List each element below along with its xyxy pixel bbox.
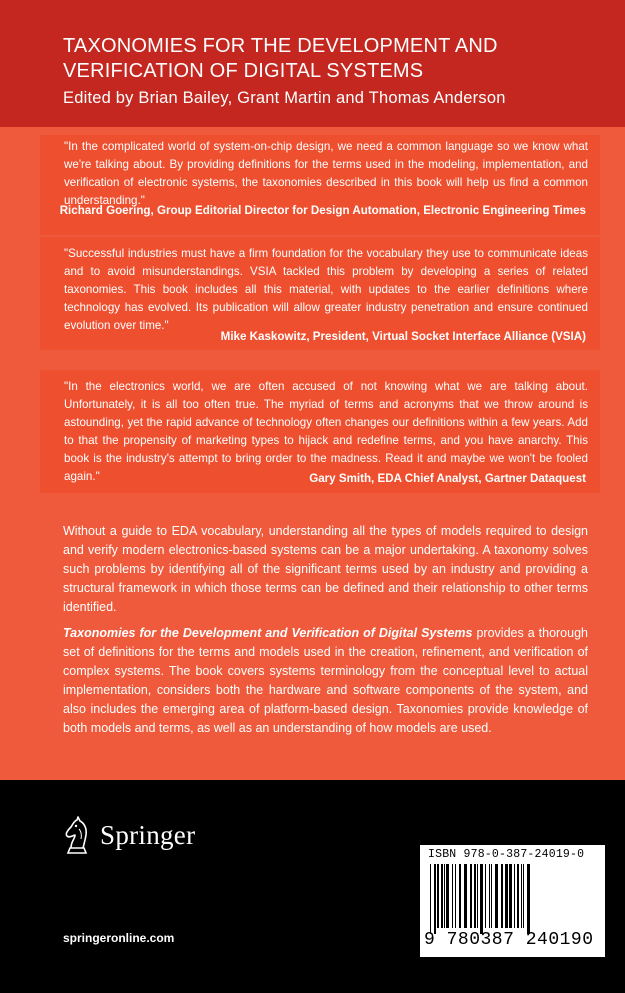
editors-line: Edited by Brian Bailey, Grant Martin and Thomas Anderson [63, 89, 506, 107]
endorsement-box-3 [40, 370, 600, 493]
barcode-bar [485, 864, 486, 928]
barcode-bar [434, 864, 436, 934]
description-book-title: Taxonomies for the Development and Verification of Digital Systems [63, 626, 473, 640]
barcode-bar [505, 864, 508, 928]
barcode-bar [527, 864, 530, 934]
barcode-bar [514, 864, 515, 928]
barcode-bar [509, 864, 512, 928]
barcode-bar [470, 864, 472, 928]
barcode-bar [459, 864, 461, 928]
description-paragraph-2-text: provides a thorough set of definitions for the terms and models used in the creation, refinement, and verification of complex systems. The book covers systems terminology from the conceptual level to actual implementation, considers both the hardware and software components of the system, and also includes the emerging area of platform-based design. Taxonomies provide knowledge of both models and terms, as well as an understanding of how models are used. [63, 626, 588, 735]
book-title-line-2: VERIFICATION OF DIGITAL SYSTEMS [63, 60, 424, 82]
barcode-bar [489, 864, 490, 928]
cover-body [0, 127, 625, 780]
book-title-line-1: TAXONOMIES FOR THE DEVELOPMENT AND [63, 35, 498, 57]
cover-footer [0, 780, 625, 993]
springer-logo [62, 815, 195, 855]
knight-chess-piece-icon [62, 815, 92, 855]
endorsement-attribution-2: Mike Kaskowitz, President, Virtual Socket Interface Alliance (VSIA) [220, 330, 586, 343]
description-paragraph-1: Without a guide to EDA vocabulary, understanding all the types of models required to design and verify modern electronics-based systems can be a major undertaking. A taxonomy solves such problems by identifying all of the significant terms used by an industry and providing a structural framework in which those terms can be defined and their relationship to other terms identified. [63, 524, 588, 614]
endorsement-attribution-3: Gary Smith, EDA Chief Analyst, Gartner Dataquest [309, 472, 586, 485]
endorsement-quote-2: "Successful industries must have a firm foundation for the vocabulary they use to communicate ideas and to avoid misunderstandings. VSIA tackled this problem by developing a series of related taxonomies. This book includes all this material, with updates to the earlier definitions where technology has evolved. Its publication will allow greater industry penetration and ensure continued evolution over time." [64, 247, 588, 332]
isbn-label: ISBN 978-0-387-24019-0 [428, 848, 585, 861]
endorsement-box-1 [40, 135, 600, 235]
barcode-bar [521, 864, 522, 928]
barcode-bar [444, 864, 445, 928]
barcode-bar [452, 864, 453, 928]
barcode-bar [437, 864, 439, 928]
endorsement-box-2 [40, 237, 600, 350]
barcode-bar [501, 864, 503, 928]
barcode-bar [491, 864, 492, 928]
isbn-barcode [420, 845, 605, 957]
endorsement-attribution-1: Richard Goering, Group Editorial Director for Design Automation, Electronic Engineering Times [59, 204, 586, 217]
barcode-bar [495, 864, 498, 928]
barcode-bar [430, 864, 431, 934]
barcode-bar [441, 864, 443, 928]
barcode-bar [446, 864, 449, 928]
publisher-name: Springer [100, 819, 196, 850]
cover-header [0, 0, 625, 127]
barcode-bar [517, 864, 519, 928]
barcode-bar [474, 864, 476, 928]
barcode-bar [477, 864, 478, 928]
endorsement-quote-1: "In the complicated world of system-on-chip design, we need a common language so we know what we're talking about. By providing definitions for the terms used in the modeling, implementation, and verification of electronic systems, the taxonomies described in this book will help us find a common understanding." [64, 140, 588, 207]
barcode-bar [455, 864, 456, 928]
publisher-website: springeronline.com [63, 931, 175, 945]
barcode-bar [523, 864, 524, 928]
endorsement-quote-3: "In the electronics world, we are often accused of not knowing what we are talking about. Unfortunately, it is all too often true. The myriad of terms and acronyms that we throw around is astounding, yet the rapid advance of technology often changes our definitions within a few years. Add to that the propensity of marketing types to hijack and redefine terms, and you have anarchy. This book is the industry's attempt to bring order to the madness. Read it and maybe we won't be fooled again." [64, 380, 588, 483]
barcode-bar [480, 864, 483, 934]
book-title [63, 34, 603, 84]
description-paragraph-2 [63, 624, 588, 738]
barcode-bar [464, 864, 467, 928]
barcode-number: 9 780387 240190 [424, 930, 594, 950]
